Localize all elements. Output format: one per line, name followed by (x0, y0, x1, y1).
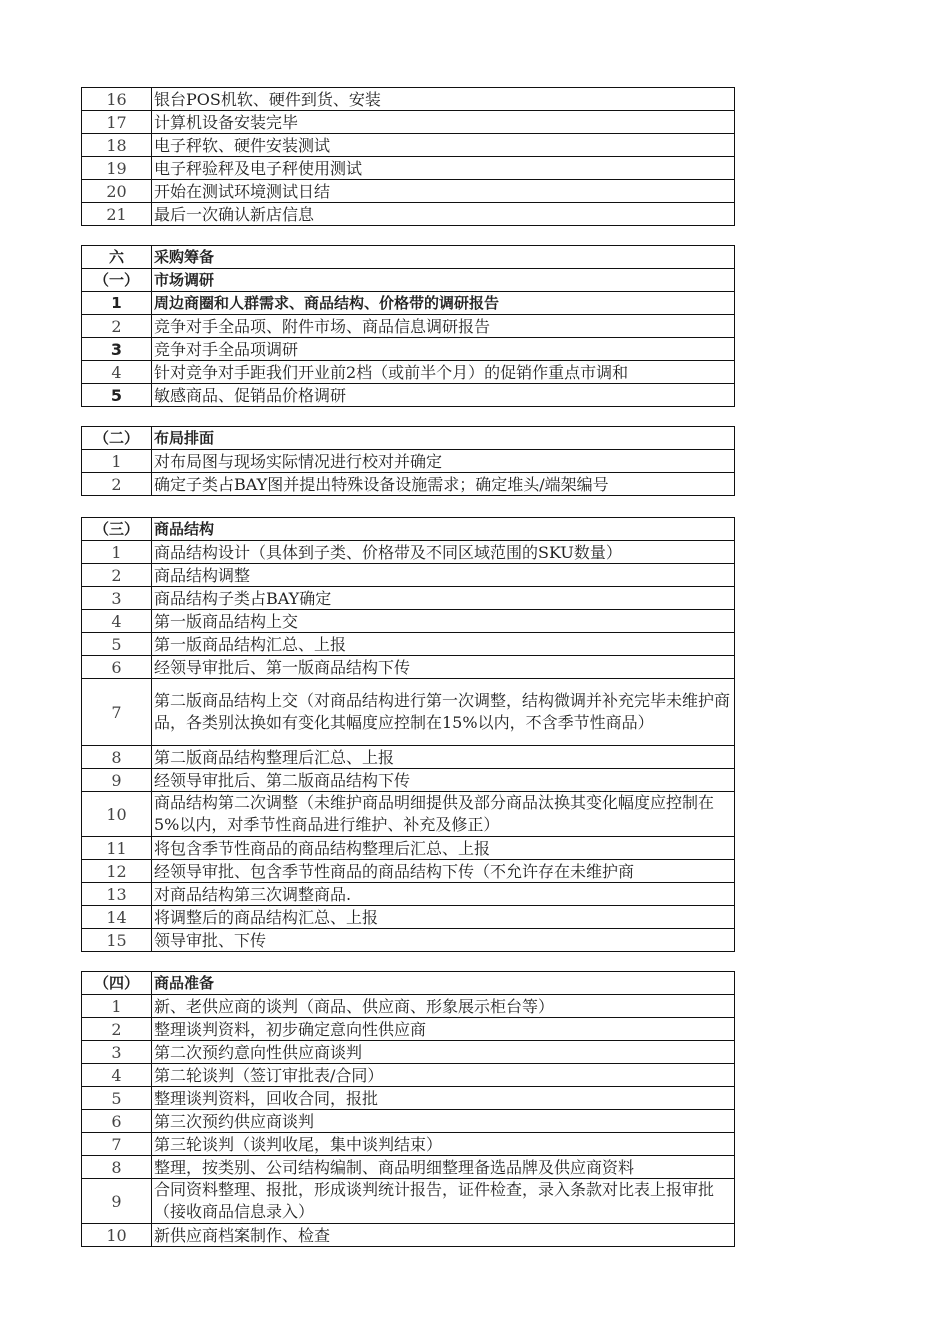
row-text: 第二次预约意向性供应商谈判 (152, 1041, 735, 1064)
row-number: 7 (82, 1133, 152, 1156)
table-row (82, 837, 735, 860)
row-number: 18 (82, 134, 152, 157)
row-number: 17 (82, 111, 152, 134)
table-product-preparation (81, 971, 735, 1247)
subsection-title: 市场调研 (152, 269, 735, 292)
table-row (82, 906, 735, 929)
subsection-title: 布局排面 (152, 427, 735, 450)
table-row (82, 134, 735, 157)
row-number: 2 (82, 473, 152, 496)
row-text: 经领导审批后、第二版商品结构下传 (152, 769, 735, 792)
table-row (82, 111, 735, 134)
row-text: 计算机设备安装完毕 (152, 111, 735, 134)
row-number: 16 (82, 88, 152, 111)
subsection-number: （三） (82, 518, 152, 541)
table-row (82, 338, 735, 361)
row-text: 第二版商品结构整理后汇总、上报 (152, 746, 735, 769)
row-number: 7 (82, 679, 152, 746)
table-equipment-setup (81, 87, 735, 226)
subsection-number: （一） (82, 269, 152, 292)
table-row (82, 1156, 735, 1179)
row-text: 商品结构第二次调整（未维护商品明细提供及部分商品汰换其变化幅度应控制在5%以内，对季节性商品进行维护、补充及修正） (152, 792, 735, 837)
row-number: 5 (82, 633, 152, 656)
table-market-research (81, 245, 735, 407)
subsection-number: （二） (82, 427, 152, 450)
table-row (82, 1064, 735, 1087)
row-text: 将调整后的商品结构汇总、上报 (152, 906, 735, 929)
table-row (82, 180, 735, 203)
row-number: 6 (82, 656, 152, 679)
row-text: 将包含季节性商品的商品结构整理后汇总、上报 (152, 837, 735, 860)
row-number: 21 (82, 203, 152, 226)
row-text: 开始在测试环境测试日结 (152, 180, 735, 203)
row-text: 第一版商品结构汇总、上报 (152, 633, 735, 656)
row-number: 10 (82, 1224, 152, 1247)
row-text: 新、老供应商的谈判（商品、供应商、形象展示柜台等） (152, 995, 735, 1018)
row-number: 5 (82, 384, 152, 407)
table-row (82, 361, 735, 384)
row-text: 对商品结构第三次调整商品. (152, 883, 735, 906)
row-text: 新供应商档案制作、检查 (152, 1224, 735, 1247)
table-row (82, 1087, 735, 1110)
row-text: 商品结构调整 (152, 564, 735, 587)
row-number: 14 (82, 906, 152, 929)
table-row (82, 1018, 735, 1041)
subsection-header-row (82, 518, 735, 541)
table-row (82, 541, 735, 564)
table-row (82, 1133, 735, 1156)
table-row (82, 473, 735, 496)
row-text: 第一版商品结构上交 (152, 610, 735, 633)
row-text: 确定子类占BAY图并提出特殊设备设施需求；确定堆头/端架编号 (152, 473, 735, 496)
table-row (82, 88, 735, 111)
table-row (82, 929, 735, 952)
table-row (82, 587, 735, 610)
row-text: 敏感商品、促销品价格调研 (152, 384, 735, 407)
table-row (82, 633, 735, 656)
row-text: 最后一次确认新店信息 (152, 203, 735, 226)
table-row (82, 450, 735, 473)
row-text: 第三次预约供应商谈判 (152, 1110, 735, 1133)
table-row (82, 679, 735, 746)
table-row (82, 1179, 735, 1224)
subsection-title: 商品准备 (152, 972, 735, 995)
row-number: 13 (82, 883, 152, 906)
row-text: 整理谈判资料，回收合同，报批 (152, 1087, 735, 1110)
table-layout-planning (81, 426, 735, 496)
row-text: 商品结构设计（具体到子类、价格带及不同区域范围的SKU数量） (152, 541, 735, 564)
table-row (82, 792, 735, 837)
row-text: 商品结构子类占BAY确定 (152, 587, 735, 610)
row-text: 第二轮谈判（签订审批表/合同） (152, 1064, 735, 1087)
row-text: 领导审批、下传 (152, 929, 735, 952)
table-row (82, 1041, 735, 1064)
row-text: 银台POS机软、硬件到货、安装 (152, 88, 735, 111)
row-number: 19 (82, 157, 152, 180)
row-number: 20 (82, 180, 152, 203)
table-row (82, 860, 735, 883)
row-text: 第三轮谈判（谈判收尾，集中谈判结束） (152, 1133, 735, 1156)
table-row (82, 746, 735, 769)
row-number: 3 (82, 338, 152, 361)
row-text: 竞争对手全品项、附件市场、商品信息调研报告 (152, 315, 735, 338)
row-number: 1 (82, 292, 152, 315)
section-title: 采购筹备 (152, 246, 735, 269)
row-number: 10 (82, 792, 152, 837)
row-text: 针对竞争对手距我们开业前2档（或前半个月）的促销作重点市调和 (152, 361, 735, 384)
row-number: 3 (82, 1041, 152, 1064)
row-number: 3 (82, 587, 152, 610)
table-row (82, 883, 735, 906)
table-row (82, 1224, 735, 1247)
table-row (82, 1110, 735, 1133)
row-number: 5 (82, 1087, 152, 1110)
row-text: 对布局图与现场实际情况进行校对并确定 (152, 450, 735, 473)
row-text: 竞争对手全品项调研 (152, 338, 735, 361)
row-text: 经领导审批、包含季节性商品的商品结构下传（不允许存在未维护商 (152, 860, 735, 883)
section-number: 六 (82, 246, 152, 269)
row-number: 9 (82, 1179, 152, 1224)
row-number: 12 (82, 860, 152, 883)
row-number: 2 (82, 315, 152, 338)
table-row (82, 203, 735, 226)
row-text: 周边商圈和人群需求、商品结构、价格带的调研报告 (152, 292, 735, 315)
table-row (82, 315, 735, 338)
row-number: 4 (82, 1064, 152, 1087)
row-text: 整理，按类别、公司结构编制、商品明细整理备选品牌及供应商资料 (152, 1156, 735, 1179)
row-text: 经领导审批后、第一版商品结构下传 (152, 656, 735, 679)
subsection-header-row (82, 269, 735, 292)
row-number: 1 (82, 541, 152, 564)
row-number: 15 (82, 929, 152, 952)
section-header-row (82, 246, 735, 269)
table-row (82, 769, 735, 792)
subsection-title: 商品结构 (152, 518, 735, 541)
row-number: 4 (82, 610, 152, 633)
row-text: 整理谈判资料，初步确定意向性供应商 (152, 1018, 735, 1041)
subsection-number: （四） (82, 972, 152, 995)
table-row (82, 610, 735, 633)
table-row (82, 157, 735, 180)
row-number: 6 (82, 1110, 152, 1133)
row-number: 1 (82, 995, 152, 1018)
row-number: 11 (82, 837, 152, 860)
row-number: 2 (82, 564, 152, 587)
subsection-header-row (82, 427, 735, 450)
row-text: 合同资料整理、报批，形成谈判统计报告，证件检查，录入条款对比表上报审批（接收商品信息录入） (152, 1179, 735, 1224)
subsection-header-row (82, 972, 735, 995)
row-number: 4 (82, 361, 152, 384)
row-text: 电子秤软、硬件安装测试 (152, 134, 735, 157)
row-text: 第二版商品结构上交（对商品结构进行第一次调整，结构微调并补充完毕未维护商品，各类别汰换如有变化其幅度应控制在15%以内，不含季节性商品） (152, 679, 735, 746)
row-number: 9 (82, 769, 152, 792)
row-number: 1 (82, 450, 152, 473)
table-row (82, 564, 735, 587)
table-product-structure (81, 517, 735, 952)
row-number: 8 (82, 1156, 152, 1179)
table-row (82, 292, 735, 315)
row-number: 2 (82, 1018, 152, 1041)
table-row (82, 995, 735, 1018)
row-number: 8 (82, 746, 152, 769)
table-row (82, 656, 735, 679)
row-text: 电子秤验秤及电子秤使用测试 (152, 157, 735, 180)
table-row (82, 384, 735, 407)
